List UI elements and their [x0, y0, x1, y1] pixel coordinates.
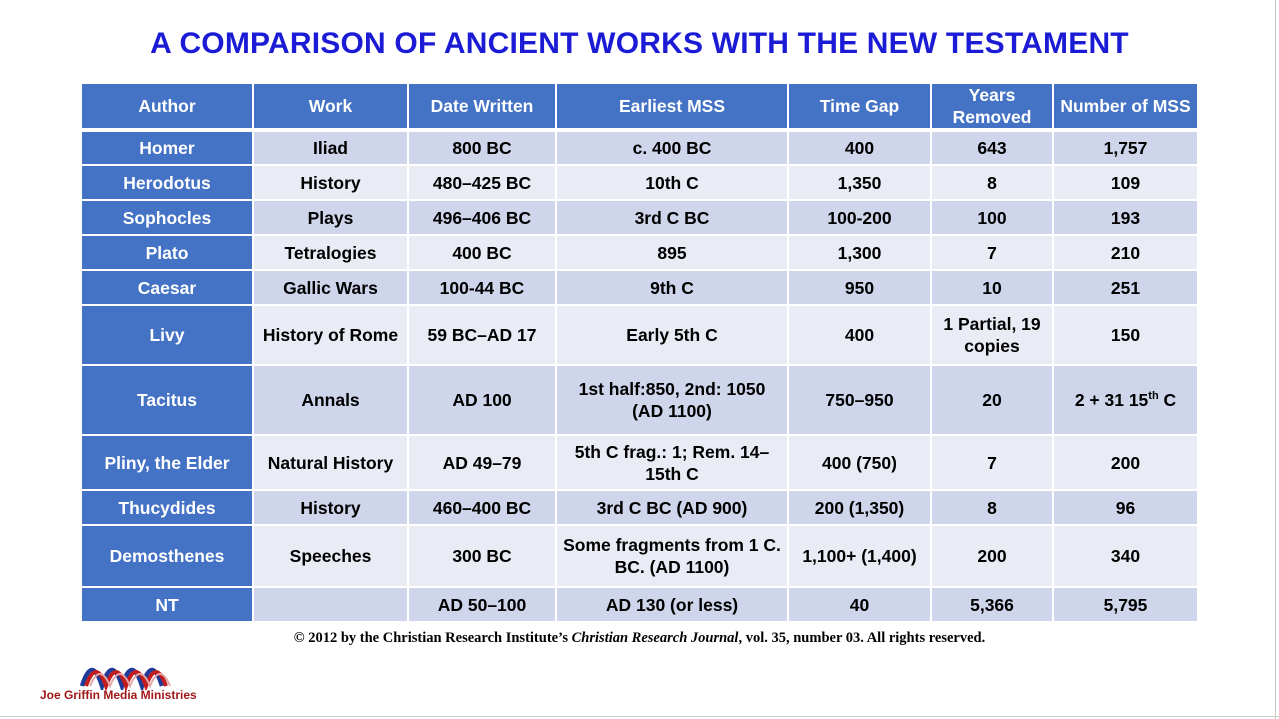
cell-years-removed: 20 [931, 365, 1053, 435]
cell-number-of-mss: 1,757 [1053, 130, 1198, 165]
cell-earliest-mss: c. 400 BC [556, 130, 788, 165]
cell-years-removed: 1 Partial, 19 copies [931, 305, 1053, 365]
header-date-written: Date Written [408, 83, 556, 130]
cell-time-gap: 1,100+ (1,400) [788, 525, 931, 587]
cell-time-gap: 40 [788, 587, 931, 622]
cell-earliest-mss: 5th C frag.: 1; Rem. 14–15th C [556, 435, 788, 490]
cell-author: Thucydides [81, 490, 253, 525]
cell-years-removed: 200 [931, 525, 1053, 587]
cell-author: Herodotus [81, 165, 253, 200]
cell-work: History of Rome [253, 305, 408, 365]
cell-number-of-mss: 193 [1053, 200, 1198, 235]
ordinal-suffix: th [1148, 390, 1159, 403]
table-row [81, 270, 1198, 305]
cell-author: Livy [81, 305, 253, 365]
cell-number-of-mss: 109 [1053, 165, 1198, 200]
cell-author: Demosthenes [81, 525, 253, 587]
cell-years-removed: 100 [931, 200, 1053, 235]
cell-earliest-mss: 1st half:850, 2nd: 1050 (AD 1100) [556, 365, 788, 435]
table-row [81, 435, 1198, 490]
cell-earliest-mss: AD 130 (or less) [556, 587, 788, 622]
table-row [81, 525, 1198, 587]
cell-number-of-mss: 210 [1053, 235, 1198, 270]
header-number-of-mss: Number of MSS [1053, 83, 1198, 130]
cell-time-gap: 950 [788, 270, 931, 305]
comparison-table [80, 82, 1199, 623]
cell-author: Sophocles [81, 200, 253, 235]
cell-date-written: 400 BC [408, 235, 556, 270]
cell-author: Caesar [81, 270, 253, 305]
cell-work: Natural History [253, 435, 408, 490]
table-row [81, 305, 1198, 365]
cell-author: NT [81, 587, 253, 622]
cell-earliest-mss: 9th C [556, 270, 788, 305]
logo-text: Joe Griffin Media Ministries [40, 688, 197, 702]
cell-work: Speeches [253, 525, 408, 587]
header-work: Work [253, 83, 408, 130]
cell-number-of-mss: 5,795 [1053, 587, 1198, 622]
header-time-gap: Time Gap [788, 83, 931, 130]
cell-years-removed: 10 [931, 270, 1053, 305]
table-row [81, 200, 1198, 235]
cell-number-of-mss [1053, 365, 1198, 435]
table-row [81, 365, 1198, 435]
cell-years-removed: 8 [931, 490, 1053, 525]
table-row [81, 130, 1198, 165]
cell-date-written: AD 50–100 [408, 587, 556, 622]
cell-number-of-mss: 340 [1053, 525, 1198, 587]
cell-author: Homer [81, 130, 253, 165]
cell-date-written: 100-44 BC [408, 270, 556, 305]
journal-title: Christian Research Journal [571, 630, 739, 646]
cell-earliest-mss: 10th C [556, 165, 788, 200]
cell-time-gap: 400 [788, 305, 931, 365]
cell-work: History [253, 490, 408, 525]
cell-time-gap: 750–950 [788, 365, 931, 435]
cell-author: Pliny, the Elder [81, 435, 253, 490]
copyright-text: © 2012 by the Christian Research Institute’s [293, 630, 572, 646]
cell-date-written: 496–406 BC [408, 200, 556, 235]
cell-number-of-mss: 96 [1053, 490, 1198, 525]
cell-work: Iliad [253, 130, 408, 165]
header-years-removed: Years Removed [931, 83, 1053, 130]
cell-time-gap: 1,300 [788, 235, 931, 270]
cell-author: Tacitus [81, 365, 253, 435]
cell-time-gap: 400 [788, 130, 931, 165]
tacitus-mss-count: 2 + 31 15 [1074, 390, 1149, 410]
dna-helix-logo-icon [80, 650, 175, 690]
cell-date-written: AD 100 [408, 365, 556, 435]
cell-years-removed: 5,366 [931, 587, 1053, 622]
copyright-notice [0, 630, 1279, 647]
cell-date-written: 800 BC [408, 130, 556, 165]
cell-number-of-mss: 251 [1053, 270, 1198, 305]
cell-work: History [253, 165, 408, 200]
cell-earliest-mss: 895 [556, 235, 788, 270]
cell-years-removed: 643 [931, 130, 1053, 165]
header-author: Author [81, 83, 253, 130]
cell-earliest-mss: 3rd C BC [556, 200, 788, 235]
cell-earliest-mss: 3rd C BC (AD 900) [556, 490, 788, 525]
table-row [81, 490, 1198, 525]
cell-time-gap: 400 (750) [788, 435, 931, 490]
cell-date-written: 59 BC–AD 17 [408, 305, 556, 365]
copyright-rights: , vol. 35, number 03. All rights reserved. [738, 630, 986, 646]
cell-date-written: 460–400 BC [408, 490, 556, 525]
cell-time-gap: 1,350 [788, 165, 931, 200]
cell-years-removed: 7 [931, 435, 1053, 490]
century-suffix: C [1158, 390, 1177, 410]
cell-work: Annals [253, 365, 408, 435]
cell-earliest-mss: Early 5th C [556, 305, 788, 365]
cell-work: Plays [253, 200, 408, 235]
page-title: A COMPARISON OF ANCIENT WORKS WITH THE NEW TESTAMENT [150, 27, 1129, 60]
table-header-row [81, 83, 1198, 130]
table-row [81, 235, 1198, 270]
cell-date-written: AD 49–79 [408, 435, 556, 490]
cell-author: Plato [81, 235, 253, 270]
cell-work [253, 587, 408, 622]
cell-work: Tetralogies [253, 235, 408, 270]
slide-border-right [1275, 0, 1276, 719]
cell-date-written: 300 BC [408, 525, 556, 587]
cell-time-gap: 100-200 [788, 200, 931, 235]
cell-date-written: 480–425 BC [408, 165, 556, 200]
cell-years-removed: 8 [931, 165, 1053, 200]
cell-work: Gallic Wars [253, 270, 408, 305]
cell-number-of-mss: 200 [1053, 435, 1198, 490]
slide-border-bottom [0, 716, 1279, 717]
table-row [81, 587, 1198, 622]
header-earliest-mss: Earliest MSS [556, 83, 788, 130]
cell-earliest-mss: Some fragments from 1 C. BC. (AD 1100) [556, 525, 788, 587]
table-row [81, 165, 1198, 200]
cell-years-removed: 7 [931, 235, 1053, 270]
cell-number-of-mss: 150 [1053, 305, 1198, 365]
cell-time-gap: 200 (1,350) [788, 490, 931, 525]
